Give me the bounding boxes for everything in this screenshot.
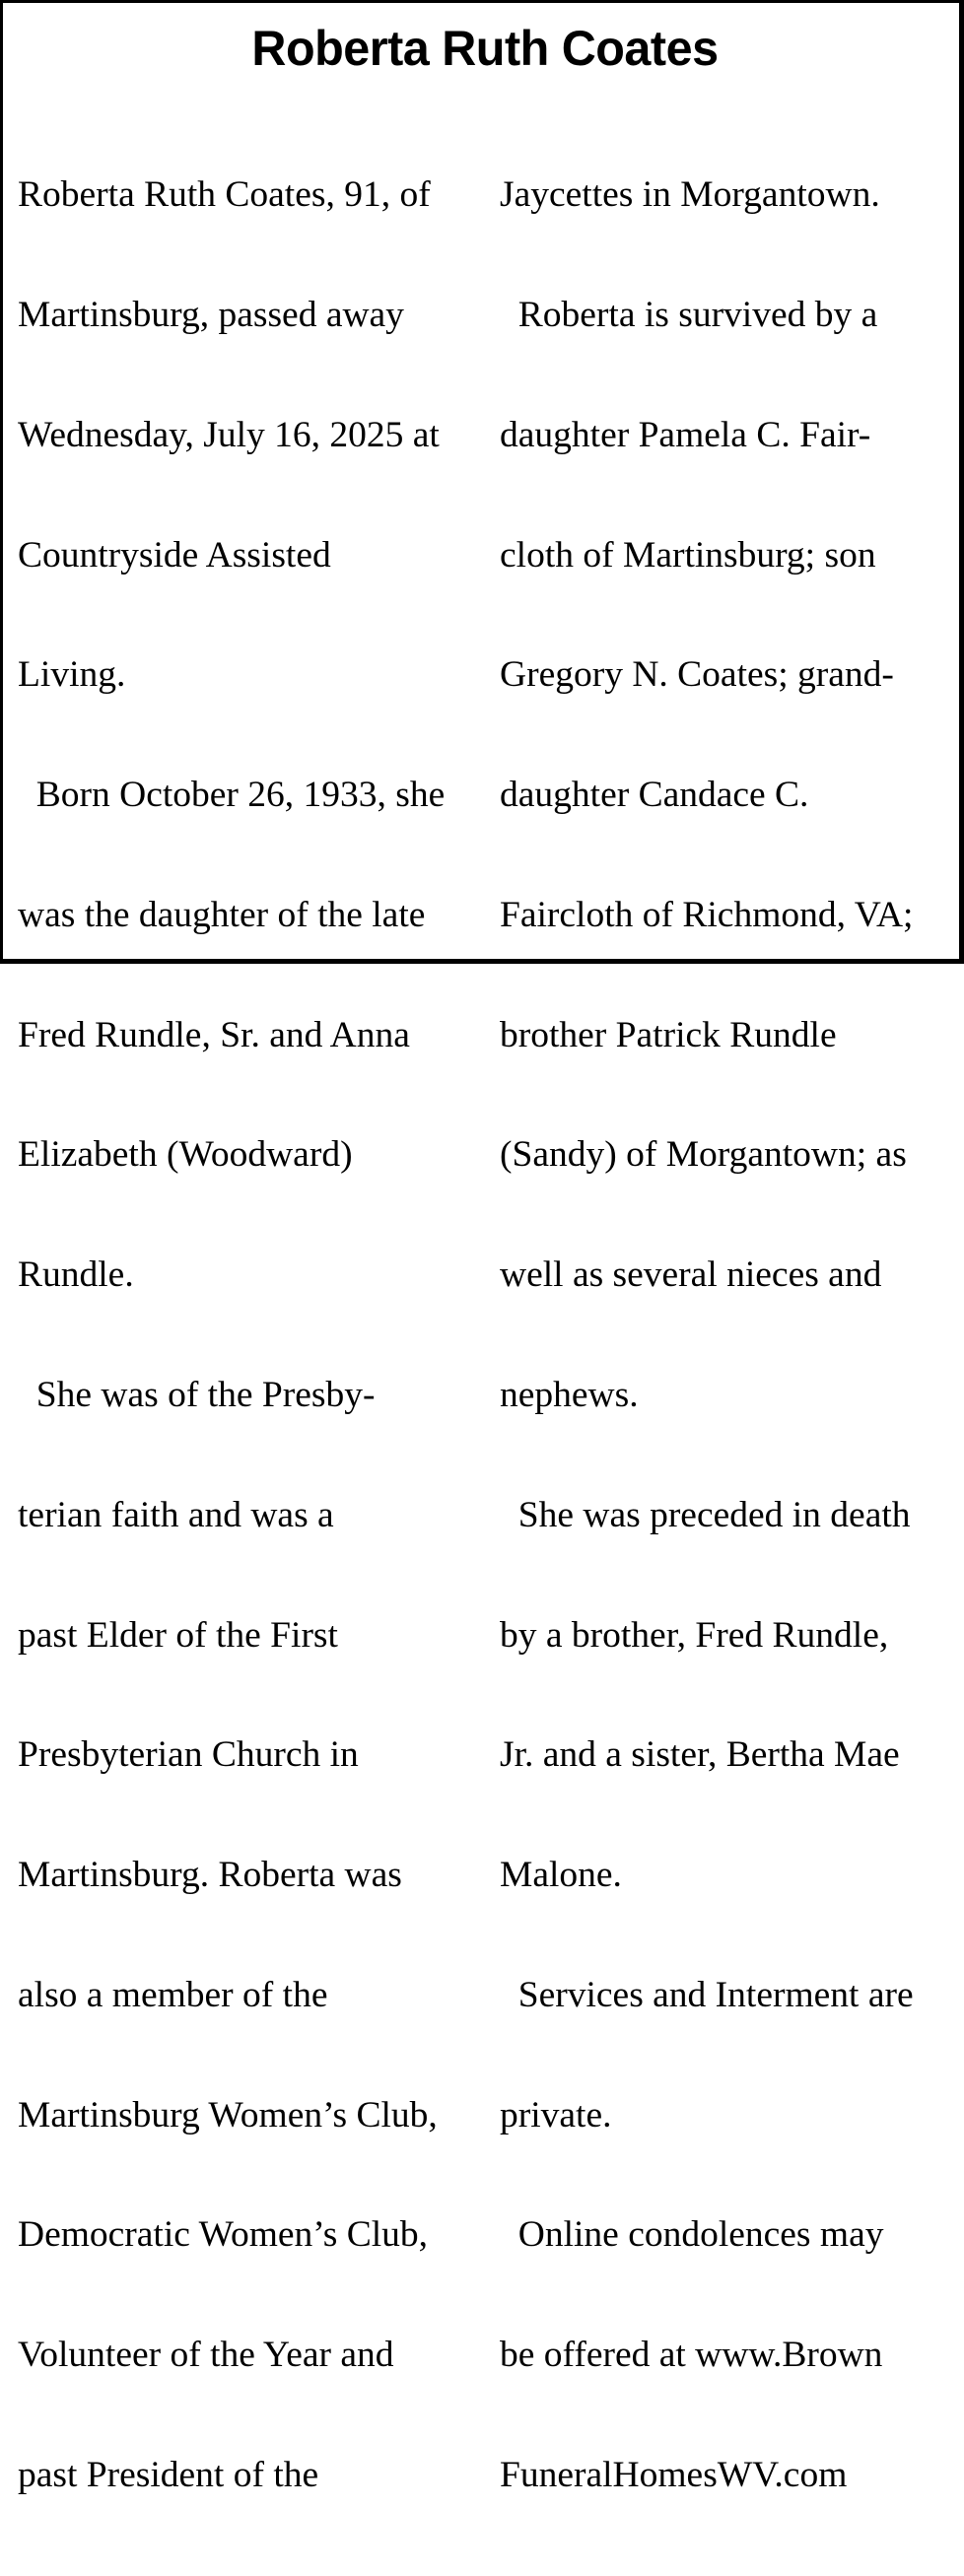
text-line: past President of the — [18, 2455, 319, 2496]
text-line: Born October 26, 1933, she — [18, 775, 446, 816]
left-column — [18, 96, 445, 2576]
text-line: past Elder of the First — [18, 1614, 338, 1656]
text-line: daughter Pamela C. Fair- — [500, 414, 871, 455]
text-line: Services and Interment are — [500, 1974, 914, 2015]
text-line: FuneralHomesWV.com — [500, 2455, 848, 2496]
text-line: Elizabeth (Woodward) — [18, 1134, 353, 1176]
text-line: Countryside Assisted — [18, 534, 331, 576]
text-line: private. — [500, 2094, 612, 2135]
text-line: cloth of Martinsburg; son — [500, 534, 876, 576]
text-line: Gregory N. Coates; grand- — [500, 654, 894, 696]
text-line: Rundle. — [18, 1254, 134, 1296]
text-line: terian faith and was a — [18, 1494, 334, 1535]
obituary-title: Roberta Ruth Coates — [251, 21, 719, 76]
text-line: Democratic Women’s Club, — [18, 2214, 428, 2256]
text-line: daughter Candace C. — [500, 775, 809, 816]
text-line: Presbyterian Church in — [18, 1734, 359, 1776]
text-line: Online condolences may — [500, 2214, 884, 2256]
text-line: She was of the Presby- — [18, 1375, 376, 1415]
text-line: Martinsburg, passed away — [18, 294, 404, 335]
text-line: Living. — [18, 654, 126, 696]
text-line: Wednesday, July 16, 2025 at — [18, 414, 440, 455]
text-line: by a brother, Fred Rundle, — [500, 1614, 889, 1656]
text-line: Jr. and a sister, Bertha Mae — [500, 1734, 900, 1776]
text-line: She was preceded in death — [500, 1494, 911, 1535]
text-line: brother Patrick Rundle — [500, 1014, 837, 1055]
text-line: Volunteer of the Year and — [18, 2335, 394, 2376]
text-line: nephews. — [500, 1375, 639, 1415]
text-line: Jaycettes in Morgantown. — [500, 174, 880, 216]
right-column — [500, 96, 914, 2576]
text-line: Malone. — [500, 1855, 622, 1896]
text-line: Martinsburg. Roberta was — [18, 1855, 402, 1896]
text-line: (Sandy) of Morgantown; as — [500, 1134, 907, 1176]
text-line: Martinsburg Women’s Club, — [18, 2094, 438, 2135]
text-line: well as several nieces and — [500, 1254, 882, 1296]
text-line: Fred Rundle, Sr. and Anna — [18, 1014, 410, 1055]
text-line: Roberta Ruth Coates, 91, of — [18, 174, 431, 216]
text-line: was the daughter of the late — [18, 894, 426, 935]
text-line: also a member of the — [18, 1974, 328, 2015]
text-line: Roberta is survived by a — [500, 294, 878, 335]
text-line: Faircloth of Richmond, VA; — [500, 894, 914, 935]
text-line: be offered at www.Brown — [500, 2335, 883, 2376]
